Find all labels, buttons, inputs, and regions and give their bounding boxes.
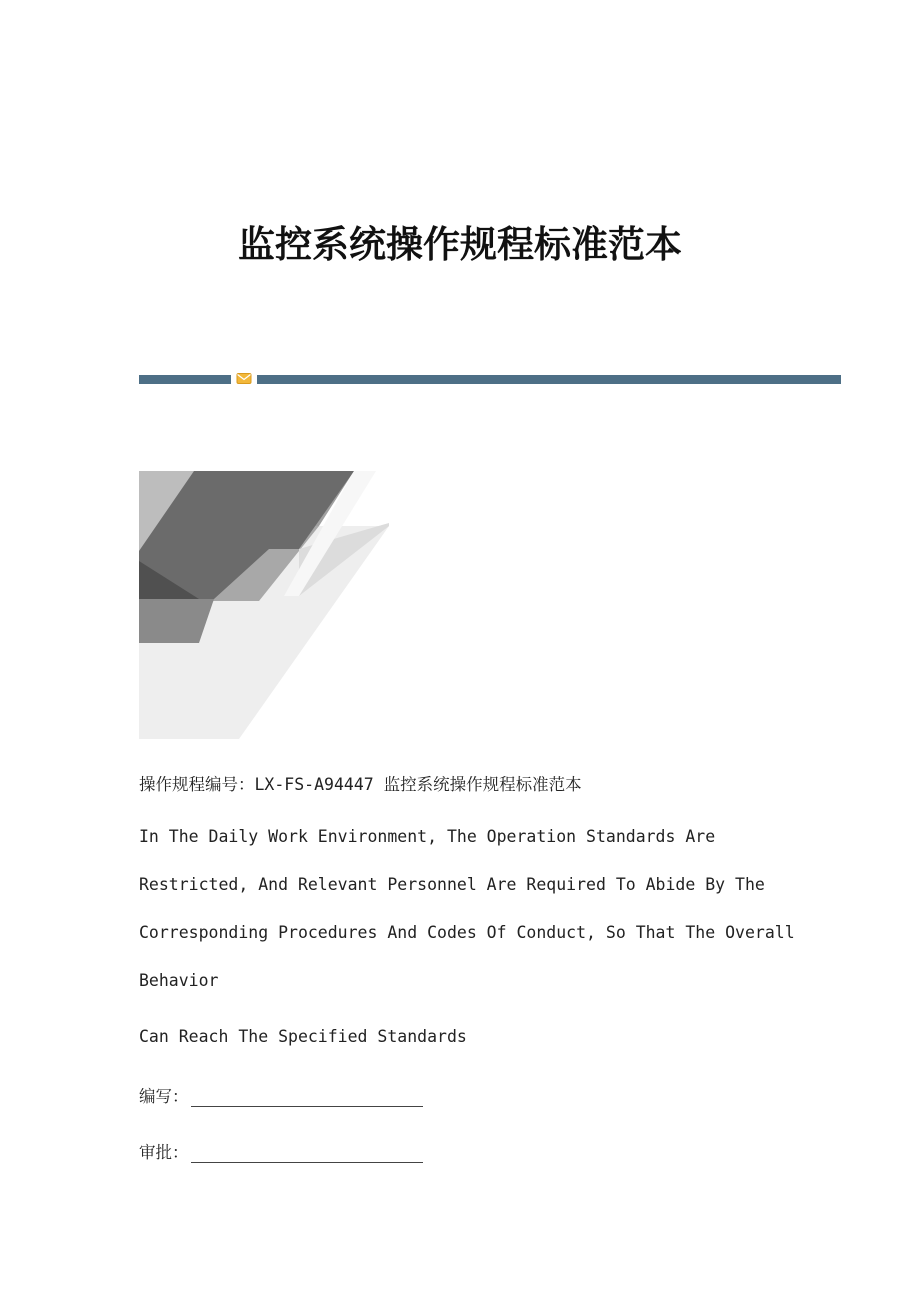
intro-line: Corresponding Procedures And Codes Of Conduct, So That The Overall <box>139 923 795 942</box>
document-title: 监控系统操作规程标准范本 <box>238 222 682 266</box>
approver-label: 审批： <box>139 1143 189 1162</box>
procedure-code-value: LX-FS-A94447 <box>254 775 374 794</box>
intro-line: Behavior <box>139 971 219 990</box>
approver-signature-line <box>139 1139 423 1163</box>
envelope-icon <box>236 372 252 385</box>
intro-line: Can Reach The Specified Standards <box>139 1027 467 1046</box>
intro-line: Restricted, And Relevant Personnel Are Required To Abide By The <box>139 875 765 894</box>
intro-line: In The Daily Work Environment, The Operation Standards Are <box>139 827 716 846</box>
procedure-code-title: 监控系统操作规程标准范本 <box>383 775 582 794</box>
decorative-graphic <box>139 471 389 739</box>
procedure-code-line <box>139 771 582 795</box>
writer-blank-field[interactable] <box>191 1088 423 1107</box>
procedure-code-label: 操作规程编号： <box>139 775 255 794</box>
writer-label: 编写： <box>139 1087 189 1106</box>
divider-right-segment <box>257 375 841 384</box>
divider-left-segment <box>139 375 231 384</box>
header-divider <box>139 375 841 384</box>
approver-blank-field[interactable] <box>191 1144 423 1163</box>
writer-signature-line <box>139 1083 423 1107</box>
